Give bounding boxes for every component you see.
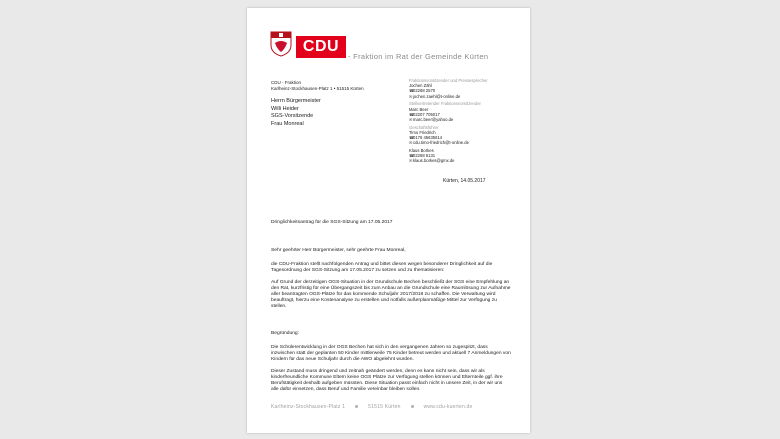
- contact-phone: 02268 2570: [413, 88, 436, 94]
- phone-icon: ☎: [409, 153, 415, 159]
- reason-paragraph: Dieser Zustand muss dringend und zeitnah geändert werden, denn es kann nicht sein, dass wir als kinderfreundliche Kommune Eltern keine OGS Plätze zur Verfügung stellen können und Elternteile ggf. ihre Berufstätigkeit deshalb aufgeben müssten. Diese Situation passt einfach nicht in unsere Zeit, in der wir uns alle dafür einsetzen, dass Beruf und Familie vereinbar bleiben sollen.: [271, 369, 503, 392]
- sender-line: Karlheinz-Stockhausen-Platz 1 • 51515 Kürten: [271, 85, 364, 91]
- footer-city: 51515 Kürten: [368, 404, 401, 410]
- contact-phone: 02268 6131: [413, 153, 436, 159]
- contact-group: [409, 78, 488, 99]
- contact-group: [409, 101, 488, 122]
- bullet-icon: [355, 405, 358, 408]
- letter-paragraph: die CDU-Fraktion stellt nachfolgenden Antrag und bittet diesen wegen besonderer Dringlichkeit auf die Tagesordnung der SGS-Sitzung am 17.05.2017 zu setzen und zu thematisieren:: [271, 262, 493, 273]
- mail-icon: ✉: [409, 158, 413, 164]
- recipient-line: Herrn Bürgermeister: [271, 98, 321, 104]
- contact-group: [409, 148, 488, 164]
- contact-block: [409, 78, 488, 166]
- letter-paragraph: Auf Grund der derzeitigen OGS-Situation in der Grundschule Bechen beschließt der SGS eine Empfehlung an den Rat, kurzfristig für eine Übergangszeit bis zum Anbau an die Grundschule eine Raumlösung zur Aufnahme aller beantragten OGS-Plätze für das kommende Schuljahr 2017/2018 zu schaffen. Die Verwaltung wird beauftragt, hierzu eine Kostenanalyse zu erstellen und notfalls außerplanmäßige Mittel zur Verfügung zu stellen.: [271, 280, 511, 309]
- contact-name: Timo Friedrich: [409, 129, 436, 135]
- recipient-address: [271, 98, 321, 128]
- contact-group: [409, 125, 488, 146]
- contact-name: Klaus Borkes: [409, 147, 434, 153]
- mail-icon: ✉: [409, 116, 413, 122]
- mail-icon: ✉: [409, 93, 413, 99]
- letter-page: [247, 8, 530, 433]
- phone-icon: ☎: [409, 135, 415, 141]
- letter-salutation: Sehr geehrter Herr Bürgermeister, sehr geehrte Frau Monreal,: [271, 248, 406, 253]
- bullet-icon: [411, 405, 414, 408]
- footer-web: www.cdu-kuerten.de: [423, 404, 473, 410]
- contact-name: Marc Beer: [409, 106, 429, 112]
- contact-phone: 02207 705017: [413, 111, 440, 117]
- sender-address: [271, 80, 364, 91]
- letter-footer: [271, 404, 483, 410]
- contact-email: jochen.zaehl@t-online.de: [413, 93, 461, 99]
- contact-email: marc.beer@yahoo.de: [413, 116, 454, 122]
- reason-heading: Begründung:: [271, 331, 300, 336]
- contact-role: Stellvertretender Fraktionsvorsitzender: [409, 101, 481, 107]
- contact-email: cdu.timo-friedrich@t-online.de: [413, 140, 469, 146]
- sender-line: CDU - Fraktion: [271, 80, 302, 85]
- contact-name: Jochen Zähl: [409, 83, 432, 89]
- municipal-crest-icon: [270, 31, 292, 57]
- phone-icon: ☎: [409, 88, 415, 94]
- phone-icon: ☎: [409, 111, 415, 117]
- recipient-line: SGS-Vorsitzende: [271, 113, 314, 119]
- mail-icon: ✉: [409, 140, 413, 146]
- footer-address: Karlheinz-Stockhausen-Platz 1: [271, 404, 346, 410]
- contact-email: klaus.borkes@gmx.de: [413, 158, 455, 164]
- reason-paragraph: Die Schülerentwicklung in der OGS Bechen hat sich in den vergangenen Jahren so zugespitzt, dass inzwischen statt der geplanten 50 Kinder mittlerweile 75 Kinder betreut werden und aktuell 7 Anmeldungen von Kindern für das neue Schuljahr durch die AWO abgelehnt wurden.: [271, 345, 511, 362]
- recipient-line: Willi Heider: [271, 105, 299, 112]
- letter-date: Kürten, 14.05.2017: [443, 178, 486, 184]
- recipient-line: Frau Monreal: [271, 120, 304, 127]
- contact-role: Fraktionsvorsitzender und Pressesprecher: [409, 78, 488, 83]
- cdu-logo: CDU: [296, 36, 346, 58]
- letterhead-tagline: - Fraktion im Rat der Gemeinde Kürten: [348, 52, 489, 61]
- contact-phone: 0176 45635614: [413, 135, 443, 141]
- contact-role: Geschäftsführer: [409, 124, 439, 130]
- letter-subject: Dringlichkeitsantrag für die SGS-Sitzung am 17.05.2017: [271, 220, 393, 225]
